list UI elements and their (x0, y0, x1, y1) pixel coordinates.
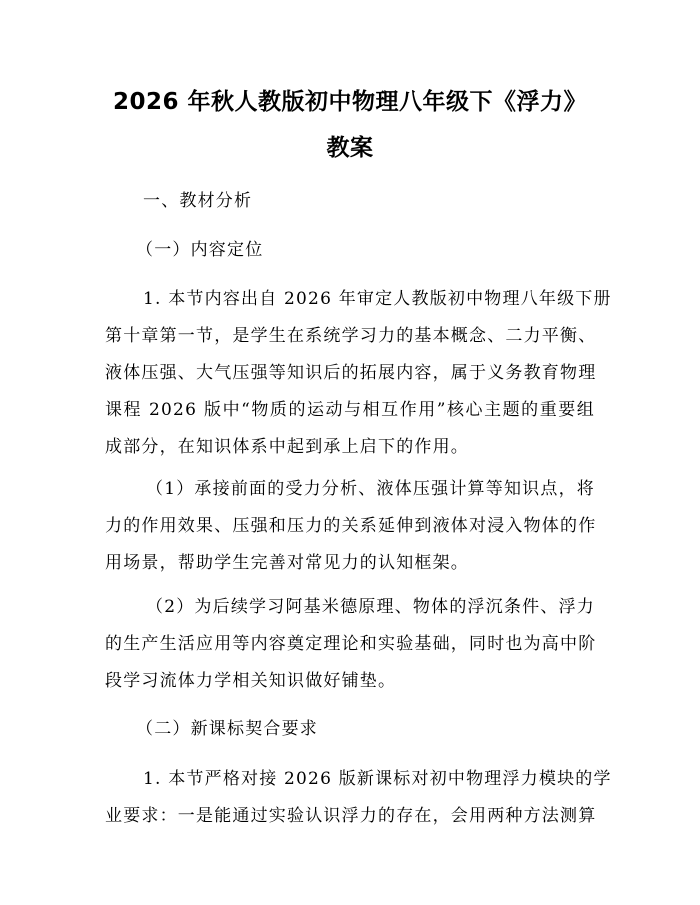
paragraph-line: 第十章第一节，是学生在系统学习力的基本概念、二力平衡、 (105, 326, 597, 346)
paragraph-line: 成部分，在知识体系中起到承上启下的作用。 (105, 437, 469, 457)
document-title-line-1: 2026 年秋人教版初中物理八年级下《浮力》 (112, 89, 588, 115)
paragraph-line: 段学习流体力学相关知识做好铺垫。 (105, 671, 397, 691)
paragraph-line: 力的作用效果、压强和压力的关系延伸到液体对浸入物体的作 (105, 516, 597, 536)
paragraph-line: （1）承接前面的受力分析、液体压强计算等知识点，将 (146, 479, 595, 499)
section-heading: 一、教材分析 (143, 191, 253, 211)
paragraph-line: （2）为后续学习阿基米德原理、物体的浮沉条件、浮力 (146, 597, 595, 617)
paragraph-line: 的生产生活应用等内容奠定理论和实验基础，同时也为高中阶 (105, 634, 597, 654)
document-title-line-2: 教案 (326, 135, 374, 161)
paragraph-line: 1. 本节内容出自 2026 年审定人教版初中物理八年级下册 (143, 289, 612, 309)
paragraph-line: 液体压强、大气压强等知识后的拓展内容，属于义务教育物理 (105, 363, 597, 383)
subsection-heading: （二）新课标契合要求 (136, 719, 318, 739)
paragraph-line: 1. 本节严格对接 2026 版新课标对初中物理浮力模块的学 (143, 769, 612, 789)
paragraph-line: 用场景，帮助学生完善对常见力的认知框架。 (105, 553, 469, 573)
subsection-heading: （一）内容定位 (136, 240, 264, 260)
paragraph-line: 课程 2026 版中“物质的运动与相互作用”核心主题的重要组 (105, 400, 595, 420)
paragraph-line: 业要求：一是能通过实验认识浮力的存在，会用两种方法测算 (105, 806, 597, 826)
